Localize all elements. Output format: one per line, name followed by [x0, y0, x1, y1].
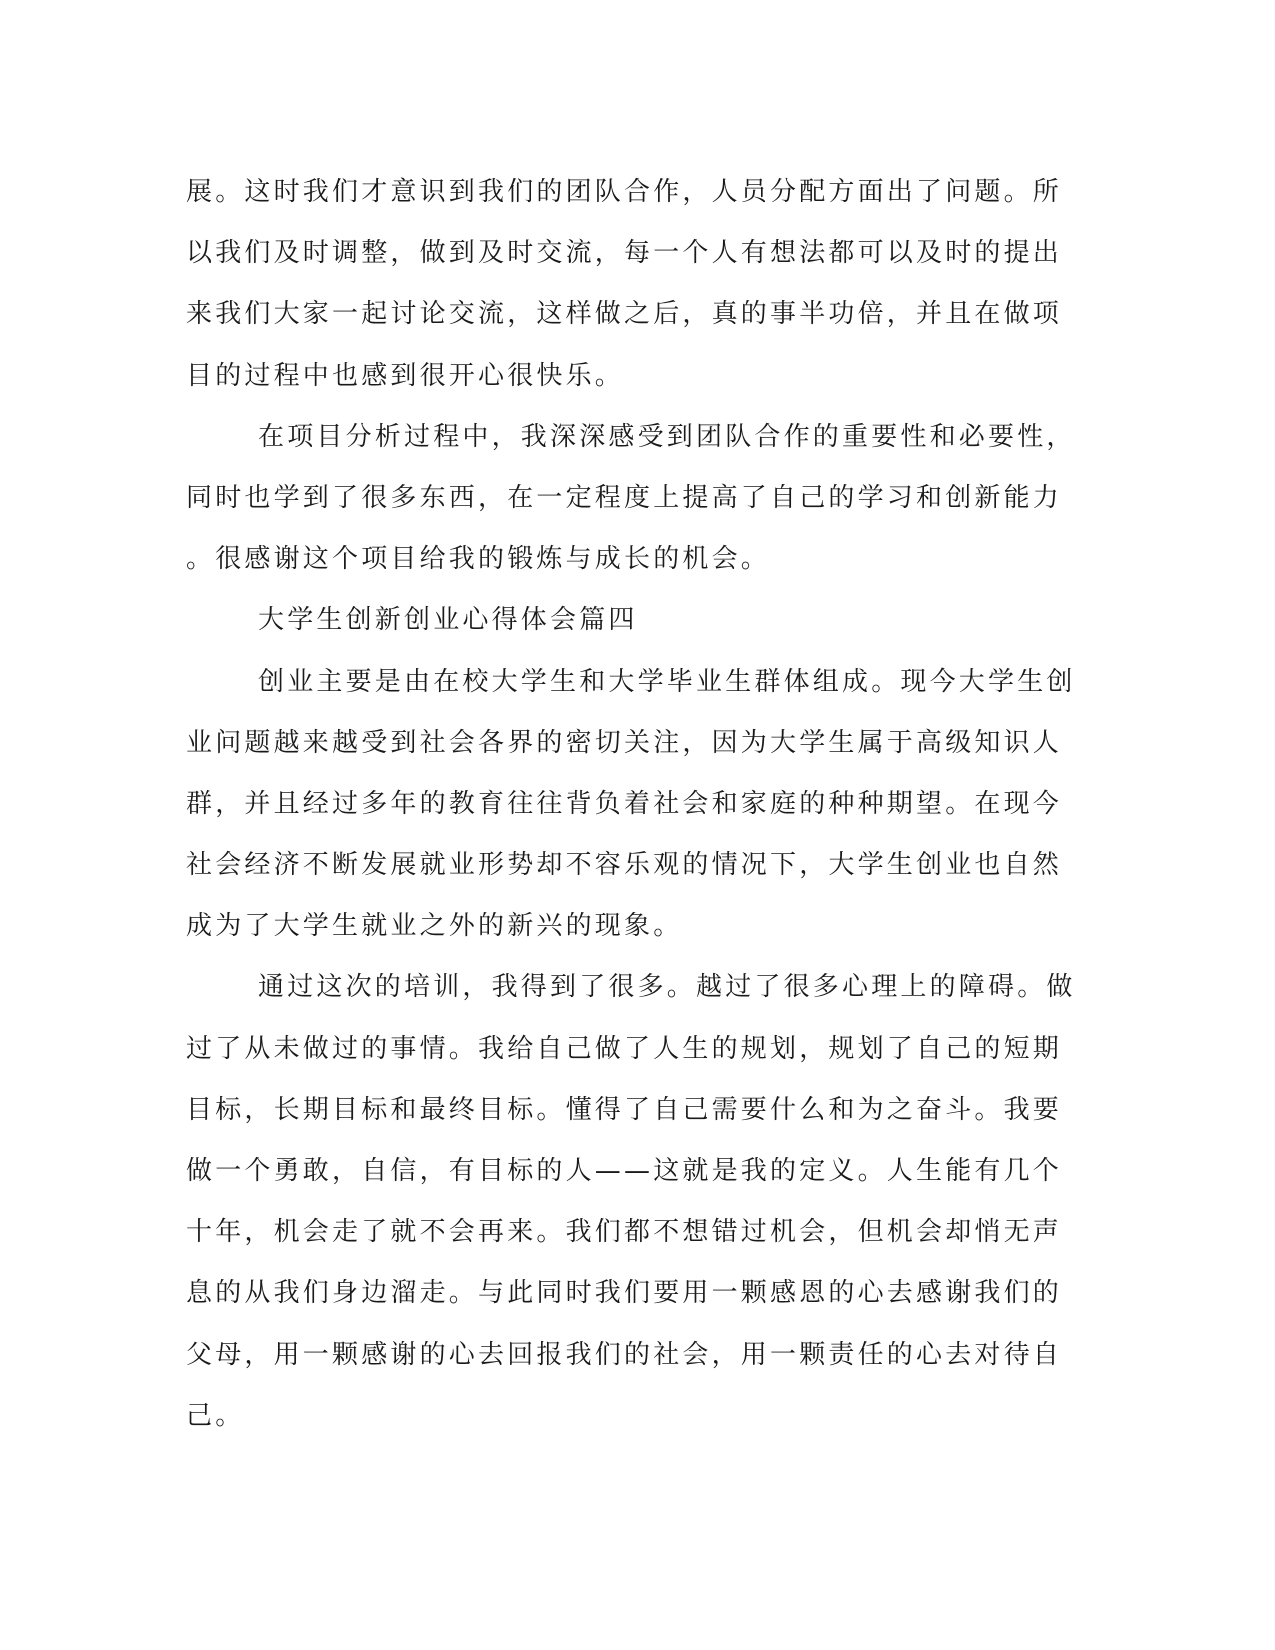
paragraph-first-line: 通过这次的培训，我得到了很多。越过了很多心理上的障碍。做: [258, 972, 1076, 1003]
text-line: 。很感谢这个项目给我的锻炼与成长的机会。: [186, 544, 771, 575]
text-line: 父母，用一颗感谢的心去回报我们的社会，用一颗责任的心去对待自: [186, 1339, 1063, 1370]
paragraph-first-line: 创业主要是由在校大学生和大学毕业生群体组成。现今大学生创: [258, 666, 1076, 697]
text-line: 目的过程中也感到很开心很快乐。: [186, 360, 625, 391]
text-line: 展。这时我们才意识到我们的团队合作，人员分配方面出了问题。所: [186, 177, 1063, 207]
text-line: 群，并且经过多年的教育往往背负着社会和家庭的种种期望。在现今: [186, 788, 1063, 819]
paragraph-first-line: 在项目分析过程中，我深深感受到团队合作的重要性和必要性，: [258, 421, 1076, 452]
text-line: 以我们及时调整，做到及时交流，每一个人有想法都可以及时的提出: [186, 238, 1063, 269]
text-line: 过了从未做过的事情。我给自己做了人生的规划，规划了自己的短期: [186, 1033, 1063, 1064]
text-line: 成为了大学生就业之外的新兴的现象。: [186, 911, 683, 942]
text-line: 社会经济不断发展就业形势却不容乐观的情况下，大学生创业也自然: [186, 850, 1063, 881]
text-line: 业问题越来越受到社会各界的密切关注，因为大学生属于高级知识人: [186, 727, 1063, 758]
text-line: 目标，长期目标和最终目标。懂得了自己需要什么和为之奋斗。我要: [186, 1094, 1063, 1125]
text-line: 己。: [186, 1400, 245, 1431]
text-line: 做一个勇敢，自信，有目标的人——这就是我的定义。人生能有几个: [186, 1156, 1063, 1186]
text-line: 十年，机会走了就不会再来。我们都不想错过机会，但机会却悄无声: [186, 1217, 1063, 1248]
text-line: 息的从我们身边溜走。与此同时我们要用一颗感恩的心去感谢我们的: [186, 1278, 1063, 1309]
document-body: [186, 162, 1076, 1447]
text-line: 来我们大家一起讨论交流，这样做之后，真的事半功倍，并且在做项: [186, 299, 1063, 330]
section-heading: 大学生创新创业心得体会篇四: [258, 605, 638, 636]
text-line: 同时也学到了很多东西，在一定程度上提高了自己的学习和创新能力: [186, 482, 1063, 513]
